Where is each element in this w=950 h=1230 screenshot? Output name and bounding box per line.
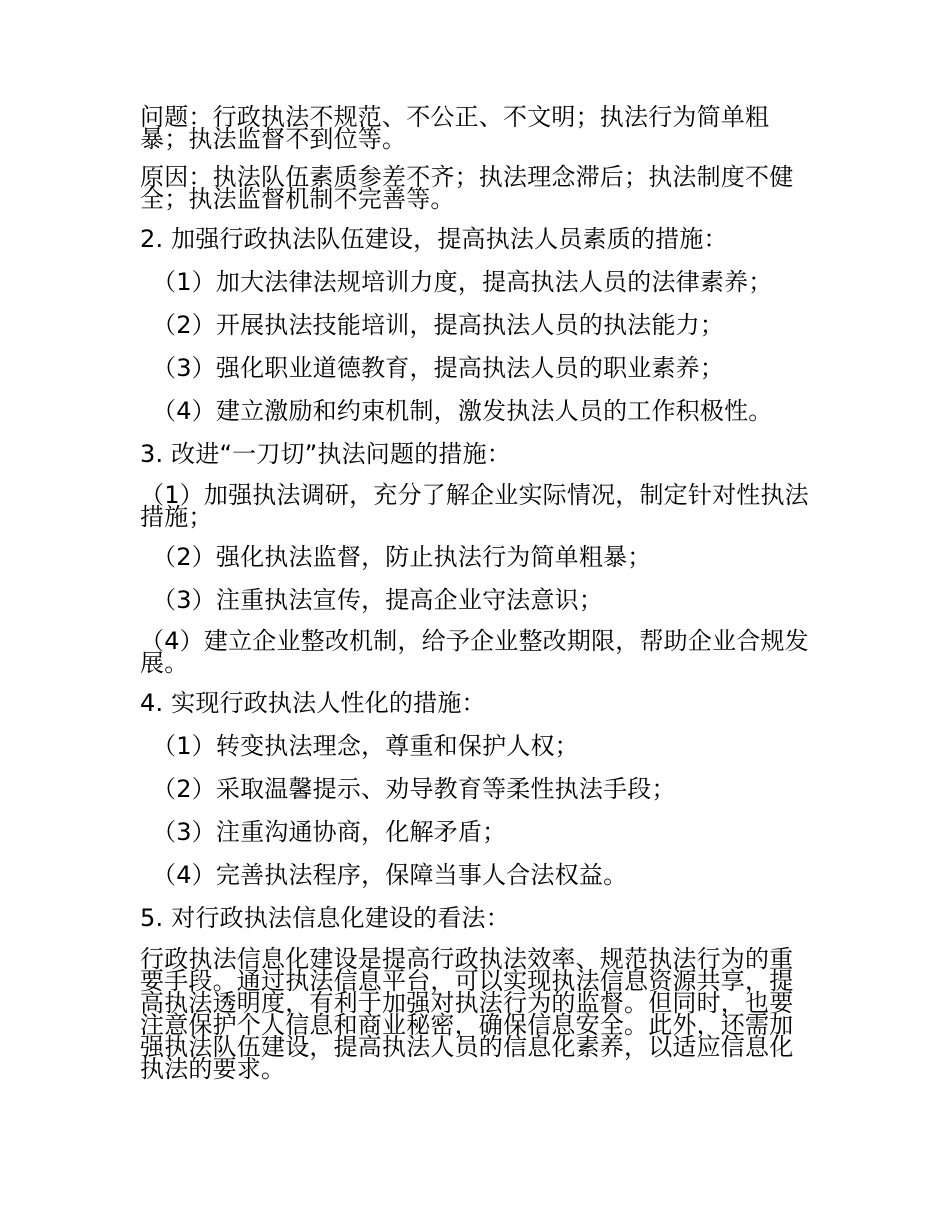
document-body [140,103,812,1096]
list-item: （2）开展执法技能培训，提高执法人员的执法能力； [152,311,725,339]
section-heading-2: 2. 加强行政执法队伍建设，提高执法人员素质的措施： [140,225,728,253]
list-item: （3）注重执法宣传，提高企业守法意识； [152,586,604,614]
list-item: （3）强化职业道德教育，提高执法人员的职业素养； [152,354,725,382]
list-item: （1）加强执法调研，充分了解企业实际情况，制定针对性执法措施； [140,481,809,531]
list-item: （1）转变执法理念，尊重和保护人权； [152,732,579,760]
paragraph-informatization-view: 行政执法信息化建设是提高行政执法效率、规范执法行为的重要手段。通过执法信息平台，可以实现执法信息资源共享，提高执法透明度，有利于加强对执法行为的监督。但同时，也要注意保护个人信息和商业秘密，确保信息安全。此外，还需加强执法队伍建设，提高执法人员的信息化素养，以适应信息化执法的要求。 [140,945,794,1083]
section-heading-5: 5. 对行政执法信息化建设的看法： [140,904,510,932]
paragraph-causes: 原因：执法队伍素质参差不齐；执法理念滞后；执法制度不健全；执法监督机制不完善等。 [140,163,794,213]
list-item: （3）注重沟通协商，化解矛盾； [152,818,507,846]
paragraph-problems: 问题：行政执法不规范、不公正、不文明；执法行为简单粗暴；执法监督不到位等。 [140,103,770,153]
list-item: （2）强化执法监督，防止执法行为简单粗暴； [152,543,652,571]
section-heading-3: 3. 改进“一刀切”执法问题的措施： [140,440,511,468]
list-item: （1）加大法律法规培训力度，提高执法人员的法律素养； [152,268,773,296]
list-item: （4）建立激励和约束机制，激发执法人员的工作积极性。 [152,397,773,425]
list-item: （2）采取温馨提示、劝导教育等柔性执法手段； [152,775,676,803]
section-heading-4: 4. 实现行政执法人性化的措施： [140,689,486,717]
list-item: （4）建立企业整改机制，给予企业整改期限，帮助企业合规发展。 [140,627,809,677]
list-item: （4）完善执法程序，保障当事人合法权益。 [152,861,628,889]
